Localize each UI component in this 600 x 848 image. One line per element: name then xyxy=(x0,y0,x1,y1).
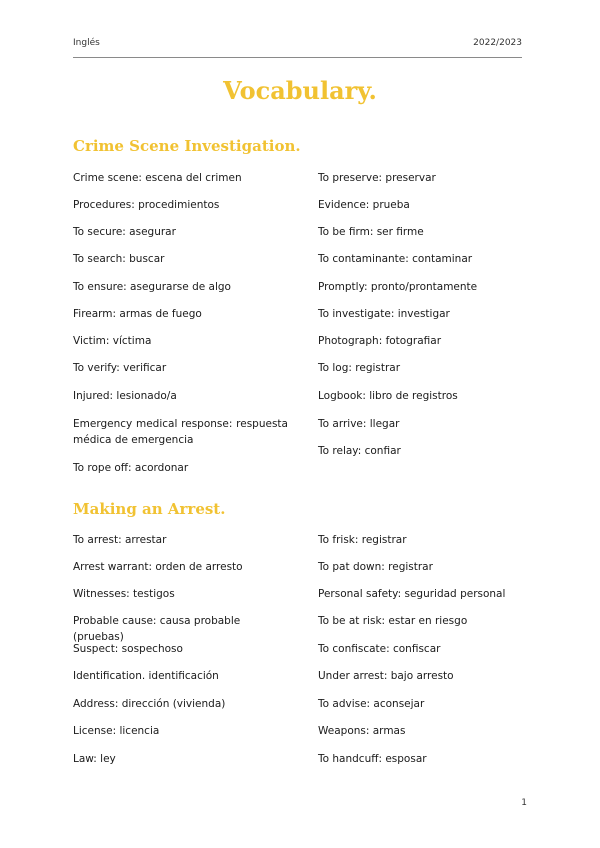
vocab-entry: Logbook: libro de registros xyxy=(318,390,458,402)
vocab-entry: Suspect: sospechoso xyxy=(73,643,183,655)
vocab-entry: To arrive: llegar xyxy=(318,418,400,430)
vocab-entry: To frisk: registrar xyxy=(318,534,407,546)
vocab-entry: To rope off: acordonar xyxy=(73,462,189,474)
vocab-entry: Emergency medical response: respuesta médica de emergencia xyxy=(73,418,288,446)
vocab-entry: Personal safety: seguridad personal xyxy=(318,588,506,600)
vocab-entry: To contaminante: contaminar xyxy=(318,253,473,265)
vocab-entry: Law: ley xyxy=(73,753,116,765)
vocab-entry: Procedures: procedimientos xyxy=(73,199,220,211)
vocab-entry: To ensure: asegurarse de algo xyxy=(73,281,231,293)
vocab-entry: Witnesses: testigos xyxy=(73,588,175,600)
vocab-entry: Under arrest: bajo arresto xyxy=(318,670,454,682)
vocab-entry: To arrest: arrestar xyxy=(73,534,167,546)
vocab-entry: Crime scene: escena del crimen xyxy=(73,172,242,184)
vocab-entry: To be at risk: estar en riesgo xyxy=(318,615,468,627)
header-year: 2022/2023 xyxy=(473,38,522,48)
vocab-entry: To preserve: preservar xyxy=(318,172,436,184)
vocab-entry: Promptly: pronto/prontamente xyxy=(318,281,478,293)
vocab-entry: To log: registrar xyxy=(318,362,401,374)
vocab-entry: Probable cause: causa probable (pruebas) xyxy=(73,615,241,643)
page-title: Vocabulary. xyxy=(223,76,377,105)
vocab-entry: License: licencia xyxy=(73,725,160,737)
vocab-entry: To be firm: ser firme xyxy=(318,226,424,238)
vocab-entry: To confiscate: confiscar xyxy=(318,643,441,655)
vocab-entry: To pat down: registrar xyxy=(318,561,433,573)
vocab-entry: To secure: asegurar xyxy=(73,226,176,238)
vocab-entry: Address: dirección (vivienda) xyxy=(73,698,226,710)
vocab-entry: To search: buscar xyxy=(73,253,165,265)
vocab-entry: To advise: aconsejar xyxy=(318,698,425,710)
vocab-entry: To handcuff: esposar xyxy=(318,753,427,765)
page-number: 1 xyxy=(521,798,527,808)
vocab-entry: Arrest warrant: orden de arresto xyxy=(73,561,243,573)
section-heading-crime-scene: Crime Scene Investigation. xyxy=(73,137,301,155)
vocab-entry: To verify: verificar xyxy=(73,362,167,374)
vocab-entry: Weapons: armas xyxy=(318,725,406,737)
vocab-entry: Firearm: armas de fuego xyxy=(73,308,202,320)
vocab-entry: Victim: víctima xyxy=(73,335,152,347)
vocab-entry: Injured: lesionado/a xyxy=(73,390,177,402)
vocab-entry: Identification. identificación xyxy=(73,670,219,682)
header-subject: Inglés xyxy=(73,38,100,48)
vocab-entry: To investigate: investigar xyxy=(318,308,450,320)
page-header xyxy=(73,38,522,58)
vocab-entry: Photograph: fotografiar xyxy=(318,335,442,347)
vocab-entry: Evidence: prueba xyxy=(318,199,410,211)
vocab-entry: To relay: confiar xyxy=(318,445,401,457)
section-heading-making-arrest: Making an Arrest. xyxy=(73,500,226,518)
